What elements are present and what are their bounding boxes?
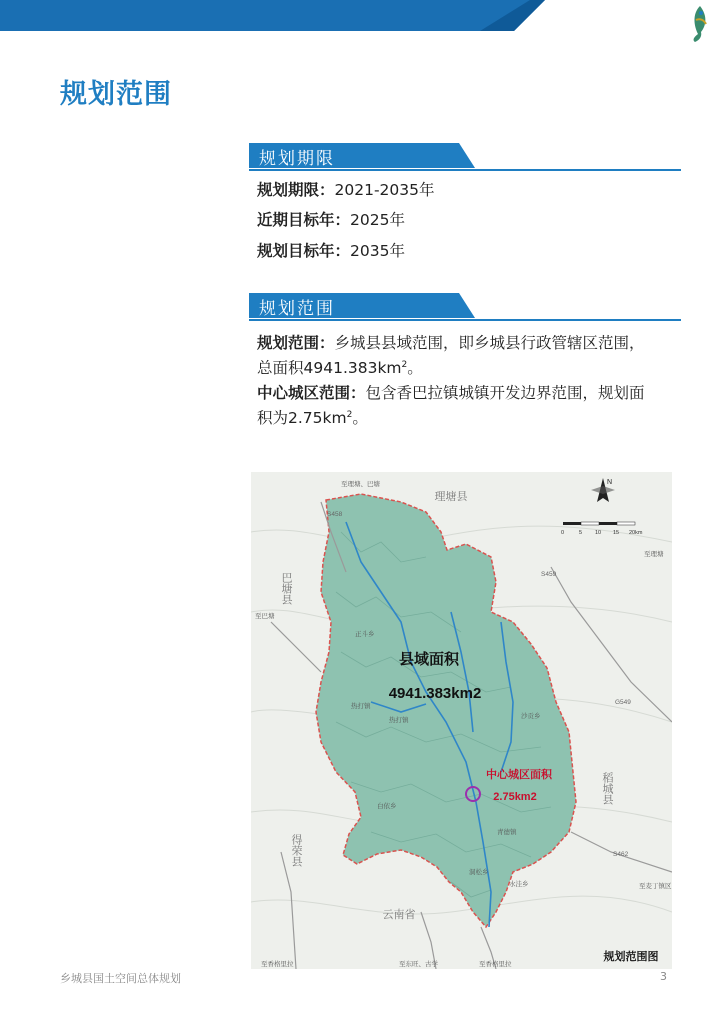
town-5: 洞松乡 (469, 869, 489, 876)
scale-label-1: 5 (579, 530, 583, 536)
page-title: 规划范围 (60, 79, 172, 110)
center-scope-sup: 2 (346, 410, 353, 420)
neighbor-west-text: 巴塘县 (280, 572, 292, 605)
county-area-label: 县域面积 (398, 651, 460, 668)
center-area-label: 中心城区面积 (486, 769, 552, 781)
town-3: 白依乡 (377, 803, 397, 810)
center-scope-text: 包含香巴拉镇城镇开发边界范围，规划面积为2.75km (257, 384, 645, 428)
county-area-value: 4941.383km2 (388, 685, 482, 702)
scope-end: 。 (407, 359, 423, 378)
place-right-bottom: 至麦丁镇区 (639, 883, 672, 890)
scale-label-4: 20km (629, 530, 643, 536)
scale-label-2: 10 (595, 530, 602, 536)
neighbor-southwest-label: 得荣县 (290, 834, 302, 867)
scope-label: 规划范围： (257, 334, 335, 352)
place-bottom-mid: 至东旺、古学 (399, 961, 438, 968)
footer-doc-title: 乡城县国土空间总体规划 (60, 972, 181, 985)
neighbor-north-label: 理塘县 (434, 491, 468, 503)
place-bottom-left: 至香格里拉 (261, 961, 294, 968)
road-label-4: S462 (613, 851, 629, 858)
place-top: 至理塘、巴塘 (341, 481, 380, 488)
map-caption: 规划范围图 (603, 951, 659, 963)
period-value: 2021-2035年 (334, 181, 435, 199)
north-label: N (607, 479, 613, 486)
road-label-2: S459 (541, 571, 557, 578)
town-7: 沙贡乡 (521, 713, 541, 720)
scale-label-3: 15 (613, 530, 620, 536)
target-year-label: 规划目标年： (257, 242, 351, 260)
center-scope-label: 中心城区范围： (257, 384, 366, 402)
town-4: 青德镇 (497, 829, 517, 836)
road-label-3: G549 (615, 699, 631, 706)
place-bottom-right: 至香格里拉 (479, 961, 512, 968)
scope-paragraph (257, 332, 657, 379)
period-line (257, 179, 435, 201)
near-term-line (257, 209, 405, 231)
town-2b: 热打镇 (389, 717, 409, 724)
period-label: 规划期限： (257, 181, 335, 199)
planning-scope-map (251, 472, 672, 969)
near-term-value: 2025年 (350, 211, 405, 229)
road-label-1: S458 (327, 511, 343, 518)
center-scope-paragraph (257, 382, 657, 429)
section-underline (249, 319, 681, 321)
section-underline (249, 169, 681, 171)
near-term-label: 近期目标年： (257, 211, 351, 229)
top-banner (0, 0, 545, 31)
town-1: 正斗乡 (355, 631, 375, 638)
scope-sup: 2 (401, 360, 408, 370)
logo-icon (686, 4, 714, 44)
place-left: 至巴塘 (255, 613, 275, 620)
scope-text: 乡城县县域范围，即乡城县行政管辖区范围，总面积4941.383km (257, 334, 645, 378)
section-heading-label: 规划期限 (259, 149, 335, 169)
target-year-value: 2035年 (350, 242, 405, 260)
target-year-line (257, 240, 405, 262)
neighbor-east-label: 稻城县 (601, 772, 613, 805)
center-scope-end: 。 (352, 409, 368, 428)
section-heading-period (249, 143, 681, 171)
footer-page-number: 3 (660, 970, 667, 983)
place-right-top: 至理塘 (644, 551, 664, 558)
scale-label-0: 0 (561, 530, 565, 536)
section-heading-label: 规划范围 (259, 299, 335, 319)
section-heading-scope (249, 293, 681, 321)
town-2: 热打镇 (351, 703, 371, 710)
town-8: 水洼乡 (509, 881, 529, 888)
neighbor-south-label: 云南省 (382, 909, 416, 921)
center-area-value: 2.75km2 (493, 791, 537, 803)
neighbor-west-label (280, 572, 293, 606)
